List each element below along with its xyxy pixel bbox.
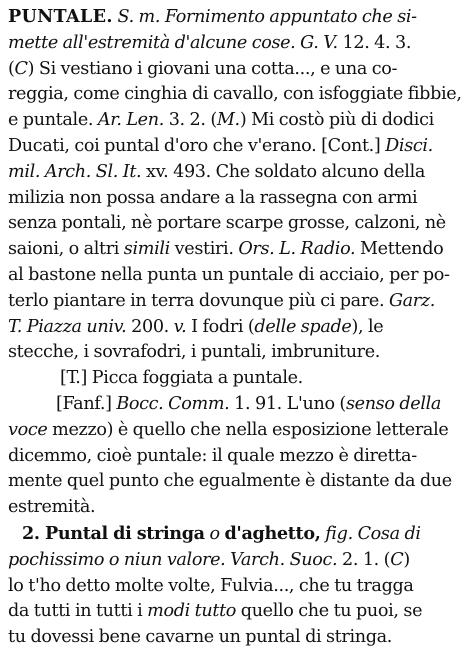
text-run: v. xyxy=(173,316,187,337)
text-run: mette all'estremità d'alcune cose. G. V. xyxy=(8,32,338,53)
entry-line xyxy=(8,315,469,341)
entry-line xyxy=(8,108,469,134)
text-run: 2. Puntal di stringa xyxy=(22,522,205,544)
text-run: Disci. xyxy=(385,135,433,156)
entry-line xyxy=(8,469,469,495)
text-run: modi tutto xyxy=(147,601,237,622)
text-run: dicemmo, cioè puntale: il quale mezzo è diretta- xyxy=(8,445,417,466)
text-run: C xyxy=(390,549,404,570)
entry-line xyxy=(8,57,469,83)
text-run: ), le xyxy=(351,316,384,337)
entry-line xyxy=(8,211,469,237)
text-run: M. xyxy=(216,110,240,131)
text-run: d'aghetto, xyxy=(224,522,321,544)
text-run: ) xyxy=(403,549,410,570)
text-run: tu dovessi bene cavarne un puntal di stringa. xyxy=(8,627,393,648)
dictionary-entry-puntale xyxy=(8,4,469,651)
text-run: reggia, come cinghia di cavallo, con isfoggiate fibbie, xyxy=(8,84,462,105)
entry-line xyxy=(8,599,469,625)
entry-line xyxy=(8,340,469,366)
entry-line xyxy=(8,418,469,444)
text-run: mezzo) è quello che nella esposizione letterale xyxy=(47,419,449,440)
entry-line xyxy=(8,160,469,186)
text-run: 12. 4. 3. xyxy=(337,32,412,53)
text-run: pochissimo o niun valore. Varch. Suoc. xyxy=(8,549,338,570)
entry-line xyxy=(8,366,469,392)
text-run: 200. xyxy=(126,316,174,337)
text-run: S. m. Fornimento appuntato che si- xyxy=(117,7,417,27)
text-run: 3. 2. ( xyxy=(163,110,217,131)
text-run: mente quel punto che egualmente è distante da due xyxy=(8,471,452,492)
text-run: T. Piazza univ. xyxy=(8,316,127,337)
text-run: mil. Arch. Sl. It. xyxy=(8,161,142,182)
text-run: Bocc. Comm. xyxy=(116,393,230,414)
text-run: saioni, o altri xyxy=(8,239,124,260)
text-run: voce xyxy=(8,419,48,440)
entry-line xyxy=(8,548,469,574)
entry-line xyxy=(8,625,469,651)
entry-line xyxy=(8,444,469,470)
text-run: xv. 493. Che soldato alcuno della xyxy=(141,161,426,182)
text-run: milizia non possa andare a la rassegna con armi xyxy=(8,187,418,208)
text-run: Ar. Len. xyxy=(97,110,164,131)
text-run: ( xyxy=(8,58,15,79)
entry-line xyxy=(8,186,469,212)
text-run: delle spade xyxy=(254,316,352,337)
entry-line xyxy=(8,31,469,57)
entry-line xyxy=(8,495,469,521)
text-run: [T.] Picca foggiata a puntale. xyxy=(60,368,303,389)
text-run: Garz. xyxy=(388,290,436,311)
entry-line xyxy=(8,289,469,315)
entry-line xyxy=(8,392,469,418)
text-run: [Fanf.] xyxy=(56,393,117,414)
text-run: lo t'ho detto molte volte, Fulvia..., che tu tragga xyxy=(8,575,414,596)
entry-line xyxy=(8,574,469,600)
text-run: Mettendo xyxy=(355,239,444,260)
text-run: vestiri. xyxy=(169,239,239,260)
text-run: senza pontali, nè portare scarpe grosse, calzoni, nè xyxy=(8,213,446,234)
text-run: e puntale. xyxy=(8,110,98,131)
entry-line xyxy=(8,263,469,289)
text-run: quello che tu puoi, se xyxy=(236,601,423,622)
entry-line xyxy=(8,521,469,548)
text-run: fig. Cosa di xyxy=(325,523,421,544)
text-run: da tutti in tutti i xyxy=(8,601,148,622)
entry-line xyxy=(8,82,469,108)
text-run: C xyxy=(14,58,28,79)
text-run: terlo piantare in terra dovunque più ci pare. xyxy=(8,290,389,311)
text-run: 2. 1. ( xyxy=(337,549,391,570)
text-run: simili xyxy=(123,239,170,260)
text-run: ) Si vestiano i giovani una cotta..., e una co- xyxy=(27,58,398,79)
entry-line xyxy=(8,134,469,160)
text-run: ) Mi costò più di dodici xyxy=(239,110,434,131)
text-run: stecche, i sovrafodri, i puntali, imbruniture. xyxy=(8,342,381,363)
text-run: o xyxy=(209,523,220,544)
headword: PUNTALE. xyxy=(8,6,113,27)
text-run: Ors. L. Radio. xyxy=(238,239,356,260)
text-run: estremità. xyxy=(8,497,96,518)
entry-line xyxy=(8,4,469,31)
text-run: senso della xyxy=(345,393,442,414)
text-run: Ducati, coi puntal d'oro che v'erano. [Cont.] xyxy=(8,135,386,156)
text-run: I fodri ( xyxy=(186,316,255,337)
text-run: 1. 91. L'uno ( xyxy=(229,393,346,414)
entry-line xyxy=(8,237,469,263)
text-run: al bastone nella punta un puntale di acciaio, per po- xyxy=(8,264,450,285)
